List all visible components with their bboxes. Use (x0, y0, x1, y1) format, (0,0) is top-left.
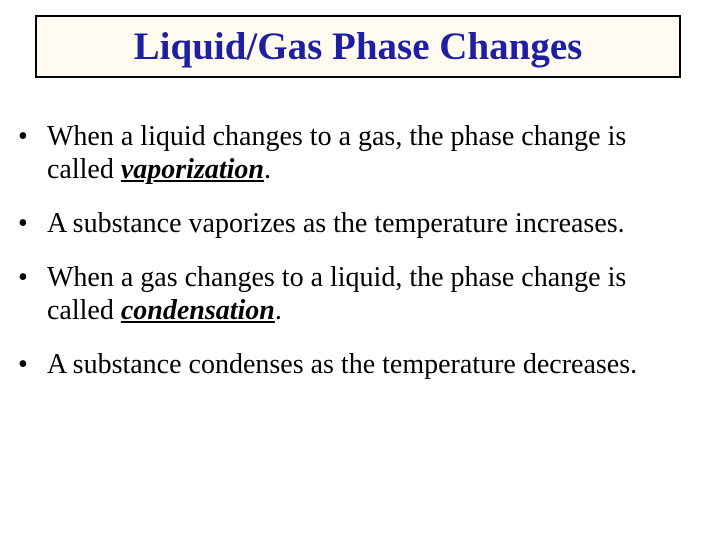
bullet-text: A substance condenses as the temperature decreases. (47, 349, 638, 380)
bullet-list (18, 120, 698, 381)
bullet-item-vaporizes (18, 207, 698, 240)
title-box (35, 15, 681, 78)
bullet-text: A substance vaporizes as the temperature increases. (47, 208, 625, 239)
bullet-text: When a gas changes to a liquid, the phase change is called (47, 262, 627, 326)
bullet-punctuation: . (263, 154, 271, 185)
slide-title: Liquid/Gas Phase Changes (133, 25, 583, 68)
bullet-dot-icon: • (18, 121, 28, 152)
bullet-punctuation: . (274, 295, 282, 326)
bullet-dot-icon: • (18, 262, 28, 293)
bullet-dot-icon: • (18, 208, 28, 239)
key-term-vaporization: vaporization (120, 154, 264, 185)
bullet-item-vaporization (18, 120, 698, 186)
key-term-condensation: condensation (120, 295, 275, 326)
bullet-item-condenses (18, 348, 698, 381)
bullet-item-condensation (18, 261, 698, 327)
bullet-text: When a liquid changes to a gas, the phase change is called (47, 121, 627, 185)
bullet-dot-icon: • (18, 349, 28, 380)
